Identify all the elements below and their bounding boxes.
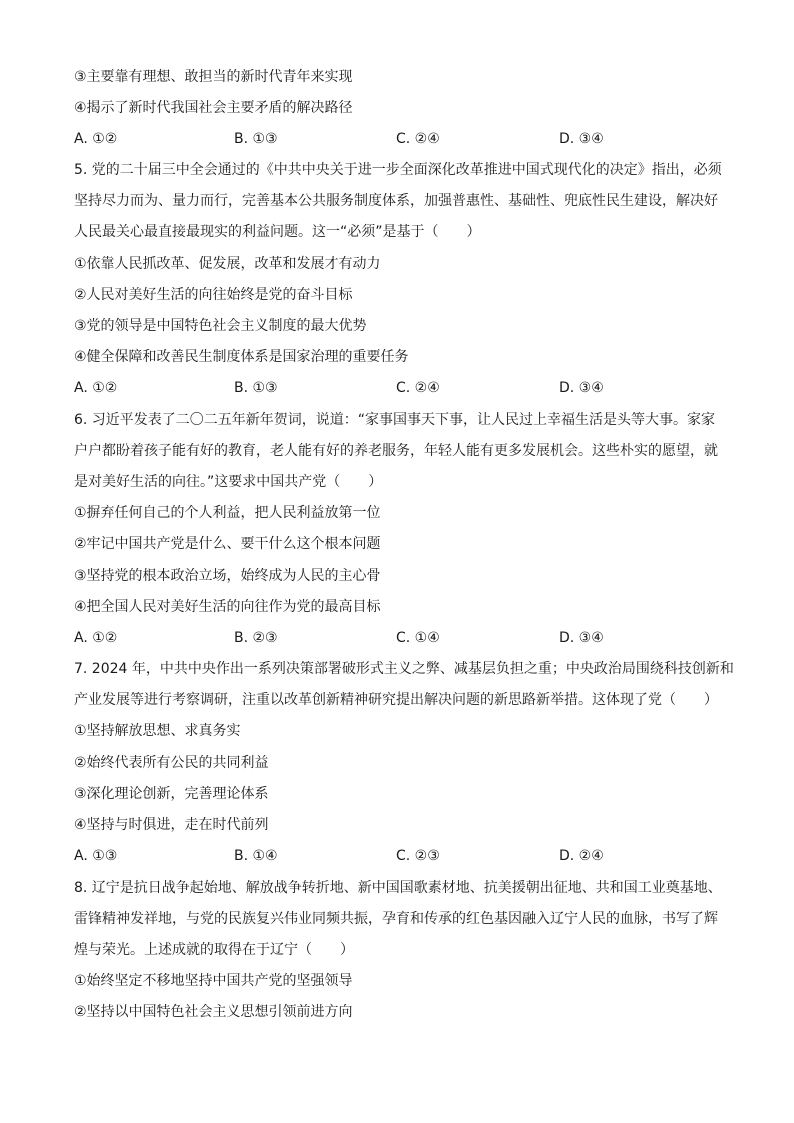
q5-item-1: ①依靠人民抓改革、促发展，改革和发展才有动力 [74,256,381,272]
q4-option-a[interactable]: A. ①② [74,131,118,147]
q8-item-2: ②坚持以中国特色社会主义思想引领前进方向 [74,1004,353,1020]
q7-item-1: ①坚持解放思想、求真务实 [74,723,241,739]
q5-option-a[interactable]: A. ①② [74,380,118,396]
q6-item-2: ②牢记中国共产党是什么、要干什么这个根本问题 [74,536,381,552]
q7-option-d[interactable]: D. ②④ [559,848,604,864]
q7-stem-line-2: 产业发展等进行考察调研，注重以改革创新精神研究提出解决问题的新思路新举措。这体现了党（ ） [74,692,718,708]
q4-options [74,130,724,148]
q5-item-3: ③党的领导是中国特色社会主义制度的最大优势 [74,318,367,334]
q6-option-b[interactable]: B. ②③ [234,630,278,646]
q6-stem-line-2: 户户都盼着孩子能有好的教育，老人能有好的养老服务，年轻人能有更多发展机会。这些朴实的愿望，就 [74,443,718,459]
q6-stem-line-3: 是对美好生活的向往。”这要求中国共产党（ ） [74,474,383,490]
q5-item-2: ②人民对美好生活的向往始终是党的奋斗目标 [74,287,353,303]
q4-item-4: ④揭示了新时代我国社会主要矛盾的解决路径 [74,100,353,116]
q4-option-b[interactable]: B. ①③ [234,131,278,147]
q8-item-1: ①始终坚定不移地坚持中国共产党的坚强领导 [74,973,353,989]
q6-option-d[interactable]: D. ③④ [559,630,604,646]
q4-option-d[interactable]: D. ③④ [559,131,604,147]
q5-option-d[interactable]: D. ③④ [559,380,604,396]
q6-item-4: ④把全国人民对美好生活的向往作为党的最高目标 [74,599,381,615]
q5-options [74,379,724,397]
q6-item-3: ③坚持党的根本政治立场，始终成为人民的主心骨 [74,568,381,584]
q7-option-b[interactable]: B. ①④ [234,848,278,864]
q5-option-c[interactable]: C. ②④ [396,380,440,396]
q6-option-a[interactable]: A. ①② [74,630,118,646]
q5-stem-line-3: 人民最关心最直接最现实的利益问题。这一“必须”是基于（ ） [74,224,481,240]
q7-stem-line-1: 7. 2024 年，中共中央作出一系列决策部署破形式主义之弊、减基层负担之重；中央政治局围绕科技创新和 [74,661,734,677]
q7-item-3: ③深化理论创新，完善理论体系 [74,786,269,802]
q6-options [74,629,724,647]
q5-stem-line-1: 5. 党的二十届三中全会通过的《中共中央关于进一步全面深化改革推进中国式现代化的决定》指出，必须 [74,162,722,178]
q5-item-4: ④健全保障和改善民生制度体系是国家治理的重要任务 [74,349,409,365]
q7-item-4: ④坚持与时俱进，走在时代前列 [74,817,269,833]
q7-option-c[interactable]: C. ②③ [396,848,440,864]
q5-option-b[interactable]: B. ①③ [234,380,278,396]
q8-stem-line-3: 煌与荣光。上述成就的取得在于辽宁（ ） [74,942,354,958]
q6-item-1: ①摒弃任何自己的个人利益，把人民利益放第一位 [74,505,381,521]
q8-stem-line-2: 雷锋精神发祥地，与党的民族复兴伟业同频共振，孕育和传承的红色基因融入辽宁人民的血脉，书写了辉 [74,911,718,927]
q7-option-a[interactable]: A. ①③ [74,848,118,864]
q5-stem-line-2: 坚持尽力而为、量力而行，完善基本公共服务制度体系，加强普惠性、基础性、兜底性民生建设，解决好 [74,193,718,209]
q4-option-c[interactable]: C. ②④ [396,131,440,147]
q6-stem-line-1: 6. 习近平发表了二〇二五年新年贺词，说道：“家事国事天下事，让人民过上幸福生活是头等大事。家家 [74,412,716,428]
q7-options [74,847,724,865]
q7-item-2: ②始终代表所有公民的共同利益 [74,755,269,771]
q4-item-3: ③主要靠有理想、敢担当的新时代青年来实现 [74,69,353,85]
q6-option-c[interactable]: C. ①④ [396,630,440,646]
q8-stem-line-1: 8. 辽宁是抗日战争起始地、解放战争转折地、新中国国歌素材地、抗美援朝出征地、共和国工业奠基地、 [74,880,722,896]
